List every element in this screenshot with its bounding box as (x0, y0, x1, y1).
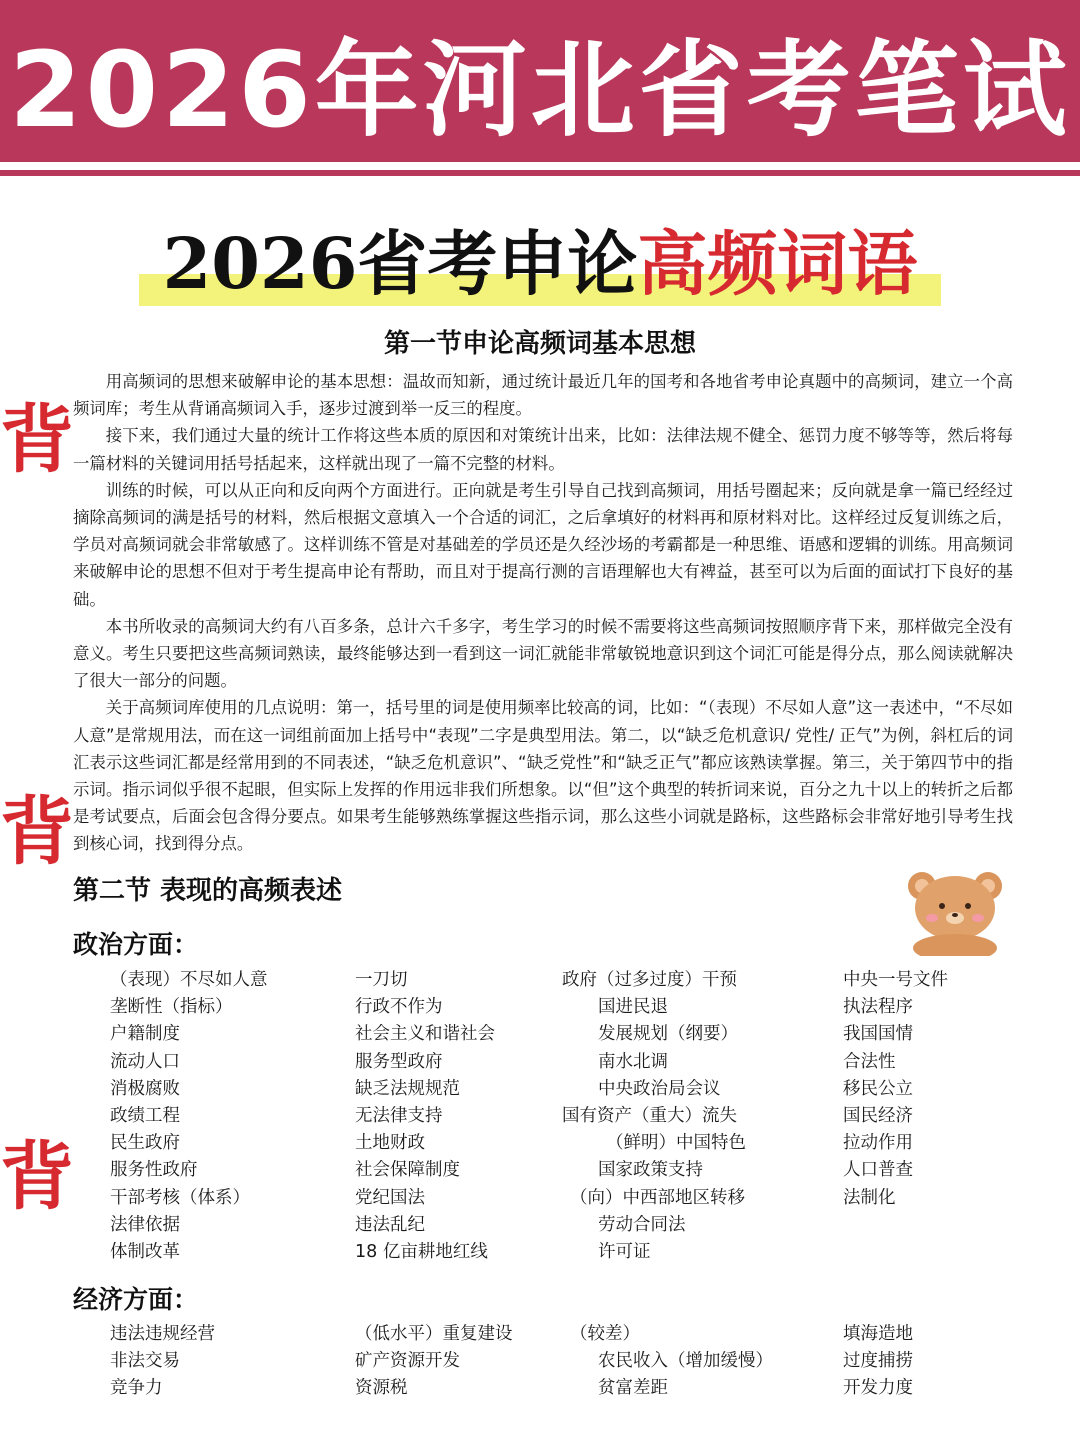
term-item: 社会主义和谐社会 (355, 1024, 495, 1045)
subtitle-red: 高频词语 (637, 222, 918, 305)
term-item: （鲜明）中国特色 (606, 1133, 746, 1154)
bei-stamp: 背 (0, 1134, 74, 1220)
term-item: 我国国情 (843, 1024, 913, 1045)
section1-body (73, 368, 1013, 858)
term-item: 行政不作为 (355, 997, 443, 1018)
term-item: 法制化 (843, 1187, 896, 1208)
economy-column-2 (355, 1321, 513, 1403)
term-item: 一刀切 (355, 970, 408, 990)
term-item: 矿产资源开发 (355, 1351, 460, 1372)
politics-column-2 (355, 967, 495, 1266)
banner-divider (0, 170, 1080, 176)
term-item: 拉动作用 (843, 1133, 913, 1154)
paragraph: 本书所收录的高频词大约有八百多条，总计六千多字，考生学习的时候不需要将这些高频词按照顺序背下来，那样做完全没有意义。考生只要把这些高频词熟读，最终能够达到一看到这一词汇就能非常敏锐地意识到这个词汇可能是得分点，那么阅读就解决了很大一部分的问题。 (73, 616, 1013, 691)
term-item: 合法性 (843, 1051, 896, 1072)
bei-stamp: 背 (0, 397, 74, 483)
term-item: 南水北调 (598, 1051, 668, 1072)
economy-column-3 (562, 1321, 773, 1403)
term-item: 国民经济 (843, 1105, 913, 1126)
term-item: 竞争力 (110, 1378, 163, 1399)
economy-column-1 (110, 1321, 215, 1403)
term-item: 非法交易 (110, 1351, 180, 1372)
term-item: 政府（过多过度）干预 (562, 970, 737, 990)
paragraph: 训练的时候，可以从正向和反向两个方面进行。正向就是考生引导自己找到高频词，用括号圈起来；反向就是拿一篇已经经过摘除高频词的满是括号的材料，然后根据文意填入一个合适的词汇，之后拿填好的材料再和原材料对比。这样经过反复训练之后，学员对高频词就会非常敏感了。这样训练不管是对基础差的学员还是久经沙场的考霸都是一种思维、语感和逻辑的训练。用高频词来破解申论的思想不但对于考生提高申论有帮助，而且对于提高行测的言语理解也大有裨益，甚至可以为后面的面试打下良好的基础。 (73, 480, 1013, 609)
term-item: 缺乏法规规范 (355, 1078, 460, 1099)
term-item: 资源税 (355, 1378, 408, 1399)
economy-heading: 经济方面： (73, 1285, 199, 1314)
politics-column-1 (110, 967, 268, 1266)
term-item: 户籍制度 (110, 1024, 180, 1045)
subtitle-wrap (0, 222, 1080, 306)
subtitle-black: 2026省考申论 (162, 222, 638, 305)
term-item: 民生政府 (110, 1133, 180, 1154)
term-item: 体制改革 (110, 1241, 180, 1262)
term-item: 流动人口 (110, 1051, 180, 1072)
term-item: 干部考核（体系） (110, 1187, 250, 1208)
term-item: 填海造地 (843, 1324, 913, 1344)
term-item: 垄断性（指标） (110, 997, 233, 1018)
term-item: 农民收入（增加缓慢） (598, 1351, 773, 1372)
politics-column-3 (562, 967, 746, 1266)
subtitle (149, 222, 932, 306)
term-item: （低水平）重复建设 (355, 1324, 513, 1344)
paragraph: 用高频词的思想来破解申论的基本思想：温故而知新，通过统计最近几年的国考和各地省考申论真题中的高频词，建立一个高频词库；考生从背诵高频词入手，逐步过渡到举一反三的程度。 (73, 372, 1013, 419)
term-item: 无法律支持 (355, 1105, 443, 1126)
term-item: 土地财政 (355, 1133, 425, 1154)
term-item: （表现）不尽如人意 (110, 970, 268, 990)
paragraph: 接下来，我们通过大量的统计工作将这些本质的原因和对策统计出来，比如：法律法规不健全、惩罚力度不够等等，然后将每一篇材料的关键词用括号括起来，这样就出现了一篇不完整的材料。 (73, 426, 1013, 473)
term-item: 人口普查 (843, 1160, 913, 1181)
term-item: 国家政策支持 (598, 1160, 703, 1181)
term-item: （较差） (570, 1324, 640, 1344)
politics-heading: 政治方面： (73, 930, 199, 959)
section2-title: 第二节 表现的高频表述 (73, 876, 343, 906)
section1-title: 第一节申论高频词基本思想 (383, 329, 696, 359)
header-banner (0, 0, 1080, 162)
term-item: 服务型政府 (355, 1051, 443, 1072)
term-item: 移民公立 (843, 1078, 913, 1099)
term-item: 贫富差距 (598, 1378, 668, 1399)
term-item: 18 亿亩耕地红线 (355, 1241, 488, 1262)
term-item: 过度捕捞 (843, 1351, 913, 1372)
paragraph: 关于高频词库使用的几点说明：第一，括号里的词是使用频率比较高的词，比如：“（表现）不尽如人意”这一表述中，“不尽如人意”是常规用法，而在这一词组前面加上括号中“表现”二字是典型用法。第二，以“缺乏危机意识/ 党性/ 正气”为例，斜杠后的词汇表示这些词汇都是经常用到的不同表述，“缺乏危机意识”、“缺乏党性”和“缺乏正气”都应该熟读掌握。第三，关于第四节中的指示词。指示词似乎很不起眼，但实际上发挥的作用远非我们所想象。以“但”这个典型的转折词来说，百分之九十以上的转折之后都是考试要点，后面会包含得分要点。如果考生能够熟练掌握这些指示词，那么这些小词就是路标，这些路标会非常好地引导考生找到核心词，找到得分点。 (73, 698, 1013, 854)
term-item: 劳动合同法 (598, 1214, 686, 1235)
term-item: 违法违规经营 (110, 1324, 215, 1344)
banner-title: 2026年河北省考笔试 (9, 29, 1071, 151)
term-item: 法律依据 (110, 1214, 180, 1235)
politics-column-4 (843, 967, 948, 1212)
bei-stamp: 背 (0, 789, 74, 875)
term-item: 社会保障制度 (355, 1160, 460, 1181)
term-item: （向）中西部地区转移 (570, 1187, 745, 1208)
term-item: 国有资产（重大）流失 (562, 1105, 737, 1126)
term-item: 中央一号文件 (843, 970, 948, 990)
term-item: 开发力度 (843, 1378, 913, 1399)
term-item: 许可证 (598, 1241, 651, 1262)
term-item: 消极腐败 (110, 1078, 180, 1099)
term-item: 发展规划（纲要） (598, 1024, 738, 1045)
term-item: 服务性政府 (110, 1160, 198, 1181)
teddy-bear-icon (900, 866, 1010, 956)
term-item: 党纪国法 (355, 1187, 425, 1208)
term-item: 国进民退 (598, 997, 668, 1018)
term-item: 违法乱纪 (355, 1214, 425, 1235)
term-item: 中央政治局会议 (598, 1078, 721, 1099)
term-item: 政绩工程 (110, 1105, 180, 1126)
economy-column-4 (843, 1321, 913, 1403)
term-item: 执法程序 (843, 997, 913, 1018)
